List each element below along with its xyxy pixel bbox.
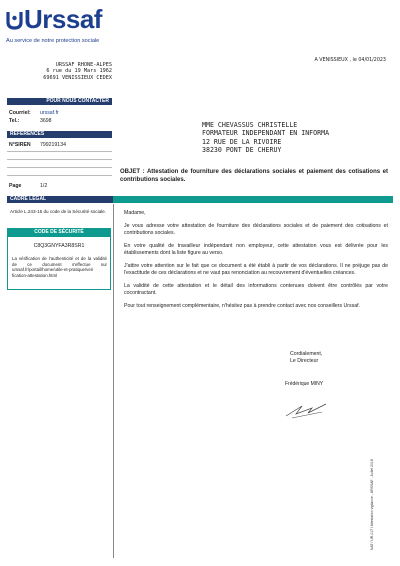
tel-label: Tel.:: [9, 118, 20, 124]
signature-image: [282, 400, 332, 420]
courriel-label: Courriel:: [9, 110, 31, 116]
body-paragraph: En votre qualité de travailleur indépendant non employeur, cette attestation vous est délivrée pour les établissements dont la liste figure au verso.: [124, 243, 388, 256]
legal-text: Article L.243-15 du code de la Sécurité sociale.: [10, 209, 107, 214]
letter-subject: OBJET : Attestation de fourniture des déclarations sociales et paiement des cotisations et contributions sociales.: [120, 169, 388, 183]
form-reference-vertical: [370, 400, 382, 550]
security-code-header: CODE DE SÉCURITÉ: [7, 228, 111, 237]
page-number: 1/2: [40, 183, 48, 189]
closing: [290, 351, 322, 365]
addressee-line: MME CHEVASSUS CHRISTELLE: [202, 121, 298, 129]
security-code-text: La vérification de l'authenticité et de la validité de ce document s'effectue sur urssaf.fr/portail/home/utile-et-pratique/veri fication-attestation.html: [12, 256, 107, 278]
closing-line: Cordialement,: [290, 351, 323, 357]
urssaf-logo: [6, 4, 136, 48]
siren-label: N°SIREN: [9, 142, 31, 148]
divider: [7, 175, 112, 176]
logo-tagline: Au service de notre protection sociale: [6, 38, 100, 44]
addressee-line: 38230 PONT DE CHERUY: [202, 146, 282, 155]
contact-header: POUR NOUS CONTACTER: [7, 98, 112, 105]
divider: [7, 159, 112, 160]
closing-line: Le Directeur: [290, 357, 319, 364]
body-paragraph: J'attire votre attention sur le fait que ce document a été établi à partir de vos déclarations. Il ne préjuge pas de l'exactitude de ces déclarations et ne vaut pas renonciation au recouvrement d'éventuelles créances.: [124, 263, 388, 276]
page-label: Page: [9, 183, 22, 189]
salutation: Madame,: [124, 210, 146, 216]
divider: [7, 151, 112, 152]
legal-header: CADRE LEGAL: [7, 196, 113, 203]
security-code: C8Q3GNYFA3R8SR1: [33, 243, 85, 249]
sender-line: URSSAF RHONE-ALPES: [55, 62, 112, 68]
references-header: REFERENCES: [7, 131, 112, 138]
tel-value: 3698: [40, 118, 52, 124]
addressee-line: FORMATEUR INDEPENDANT EN INFORMA: [202, 129, 330, 138]
signer-name: Frédérique MINY: [285, 381, 324, 387]
letter-body: [124, 210, 388, 316]
teal-divider: [113, 196, 393, 203]
sender-line: 6 rue du 19 Mars 1962: [46, 68, 112, 75]
divider: [7, 167, 112, 168]
letter-date: A VENISSIEUX , le 04/01/2023: [314, 58, 386, 63]
body-paragraph: La validité de cette attestation et le détail des informations contenues doivent être contrôlés par votre cocontractant.: [124, 283, 388, 296]
form-reference-text: NAT / UR-017 / Attestation vigilance - URSSAF - Juillet 2018: [370, 459, 374, 550]
addressee-block: [202, 121, 329, 155]
siren-value: 799219134: [40, 142, 66, 148]
sender-address: [0, 62, 112, 81]
logo-wordmark: Urssaf: [24, 4, 102, 34]
urssaf-logo-icon: [6, 10, 23, 30]
sender-line: 69691 VENISSIEUX CEDEX: [43, 74, 112, 81]
body-paragraph: Pour tout renseignement complémentaire, n'hésitez pas à prendre contact avec nos conseillers Urssaf.: [124, 303, 360, 310]
body-paragraph: Je vous adresse votre attestation de fourniture des déclarations sociales et de paiement des cotisations et contributions sociales.: [124, 223, 388, 236]
vertical-divider: [113, 204, 114, 558]
courriel-link[interactable]: urssaf.fr: [40, 110, 59, 116]
addressee-line: 12 RUE DE LA RIVOIRE: [202, 137, 282, 146]
